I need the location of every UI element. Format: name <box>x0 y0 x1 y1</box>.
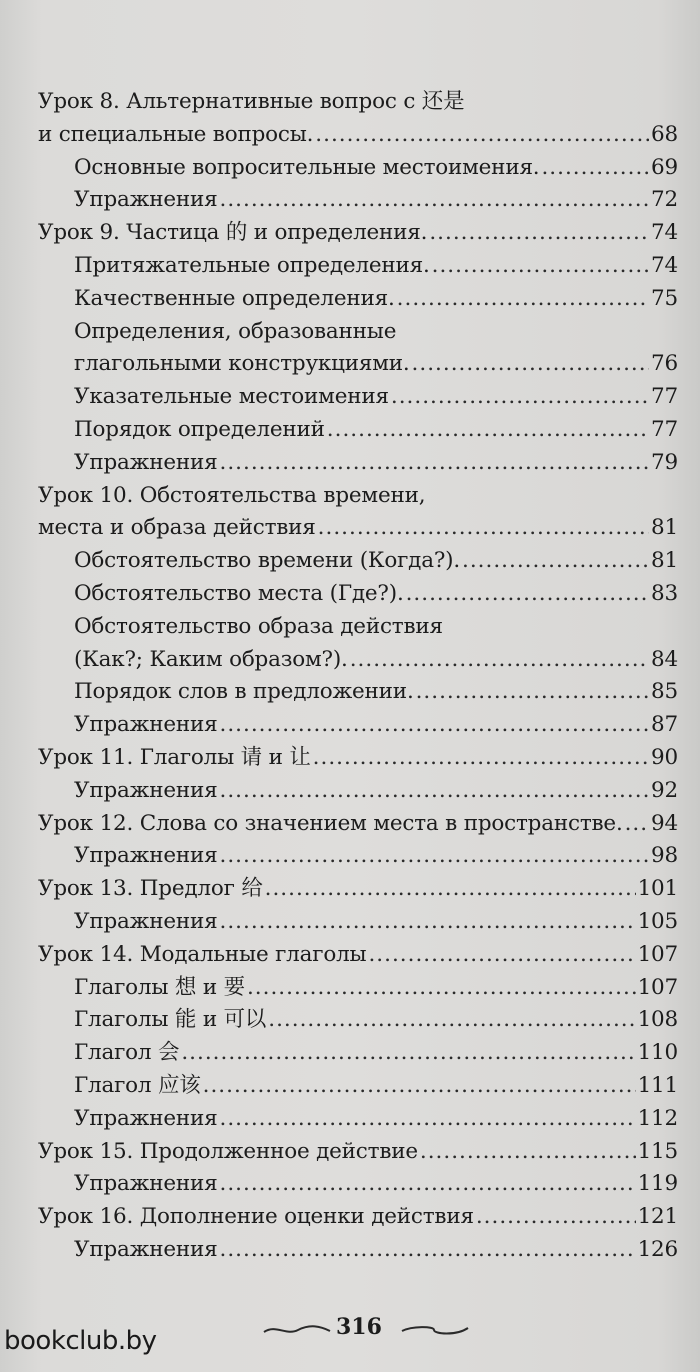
toc-entry-title: глагольными конструкциями. <box>74 351 410 377</box>
toc-entry-page: 72 <box>651 187 678 213</box>
dot-leader <box>429 217 649 250</box>
dot-leader <box>406 578 649 611</box>
toc-entry-title: Упражнения <box>74 187 218 213</box>
dot-leader <box>220 906 636 939</box>
toc-entry-page: 87 <box>651 712 678 738</box>
dot-leader <box>220 447 650 480</box>
toc-entry-page: 83 <box>651 580 678 606</box>
toc-entry-title: Урок 11. Глаголы 请 и 让 <box>38 744 311 770</box>
toc-entry <box>38 381 678 414</box>
toc-entry <box>38 676 678 709</box>
toc-entry-title: Указательные местоимения <box>74 384 389 410</box>
dot-leader <box>432 250 649 283</box>
toc-entry <box>38 1037 678 1070</box>
toc-entry <box>38 217 678 250</box>
toc-entry-page: 115 <box>637 1138 678 1164</box>
toc-entry-page: 112 <box>637 1105 678 1131</box>
dot-leader <box>247 972 636 1005</box>
toc-entry <box>38 348 678 381</box>
toc-entry <box>38 316 678 349</box>
dot-leader <box>220 1103 636 1136</box>
dot-leader <box>220 840 650 873</box>
toc-entry-page: 84 <box>651 646 678 672</box>
toc-entry <box>38 414 678 447</box>
toc-entry <box>38 709 678 742</box>
toc-entry-title: (Как?; Каким образом?). <box>74 646 348 672</box>
toc-entry <box>38 1103 678 1136</box>
toc-entry-page: 77 <box>651 384 678 410</box>
toc-entry-page: 107 <box>637 974 678 1000</box>
toc-entry-title: Урок 9. Частица 的 и определения. <box>38 220 428 246</box>
table-of-contents <box>38 86 678 1267</box>
toc-entry-title: Упражнения <box>74 449 218 475</box>
dot-leader <box>416 676 649 709</box>
toc-entry-page: 92 <box>651 777 678 803</box>
toc-entry-title: Упражнения <box>74 1171 218 1197</box>
swash-ornament-right-icon <box>400 1322 470 1338</box>
dot-leader <box>220 184 650 217</box>
toc-entry <box>38 447 678 480</box>
toc-entry-page: 81 <box>651 548 678 574</box>
toc-entry-page: 119 <box>637 1171 678 1197</box>
toc-entry-page: 68 <box>651 121 678 147</box>
dot-leader <box>327 414 649 447</box>
toc-entry <box>38 250 678 283</box>
toc-entry-page: 79 <box>651 449 678 475</box>
toc-entry-page: 121 <box>637 1204 678 1230</box>
toc-entry <box>38 1136 678 1169</box>
dot-leader <box>220 1168 636 1201</box>
toc-entry <box>38 86 678 119</box>
dot-leader <box>397 283 649 316</box>
toc-entry-title: Притяжательные определения. <box>74 252 430 278</box>
toc-entry-title: Упражнения <box>74 777 218 803</box>
toc-entry-title: Порядок слов в предложении. <box>74 679 414 705</box>
dot-leader <box>625 808 649 841</box>
toc-entry-title: и специальные вопросы. <box>38 121 314 147</box>
toc-entry <box>38 775 678 808</box>
toc-entry-title: Упражнения <box>74 1236 218 1262</box>
dot-leader <box>318 512 649 545</box>
toc-entry-page: 98 <box>651 843 678 869</box>
toc-entry-title: Урок 10. Обстоятельства времени, <box>38 482 426 508</box>
toc-entry-title: Упражнения <box>74 712 218 738</box>
toc-entry-page: 110 <box>637 1040 678 1066</box>
toc-entry <box>38 283 678 316</box>
toc-entry <box>38 545 678 578</box>
toc-entry-title: Урок 15. Продолженное действие <box>38 1138 418 1164</box>
toc-entry <box>38 1168 678 1201</box>
toc-entry-title: Порядок определений <box>74 416 325 442</box>
toc-entry-title: Урок 13. Предлог 给 <box>38 876 263 902</box>
toc-entry-title: Глагол 应该 <box>74 1072 201 1098</box>
toc-entry-title: Урок 8. Альтернативные вопрос с 还是 <box>38 89 465 114</box>
toc-entry-title: Упражнения <box>74 843 218 869</box>
dot-leader <box>420 1136 636 1169</box>
dot-leader <box>368 939 635 972</box>
dot-leader <box>476 1201 636 1234</box>
toc-entry-title: Урок 14. Модальные глаголы <box>38 941 367 967</box>
toc-entry-title: Глаголы 能 и 可以 <box>74 1007 267 1033</box>
dot-leader <box>391 381 649 414</box>
toc-entry-title: Определения, образованные <box>74 318 397 344</box>
toc-entry <box>38 1201 678 1234</box>
toc-entry-page: 74 <box>651 252 678 278</box>
toc-entry <box>38 1004 678 1037</box>
toc-entry <box>38 152 678 185</box>
toc-entry <box>38 906 678 939</box>
toc-entry-page: 126 <box>637 1236 678 1262</box>
toc-entry-page: 101 <box>637 876 678 902</box>
toc-entry-page: 74 <box>651 220 678 246</box>
toc-entry <box>38 611 678 644</box>
toc-entry <box>38 939 678 972</box>
page-number: 316 <box>336 1314 382 1340</box>
toc-entry <box>38 808 678 841</box>
swash-ornament-left-icon <box>262 1322 332 1338</box>
toc-entry-title: Качественные определения. <box>74 285 395 311</box>
toc-entry-title: Урок 12. Слова со значением места в пространстве. <box>38 810 623 836</box>
toc-entry-title: Упражнения <box>74 1105 218 1131</box>
toc-entry <box>38 1234 678 1267</box>
toc-entry-page: 77 <box>651 416 678 442</box>
dot-leader <box>181 1037 635 1070</box>
toc-entry <box>38 873 678 906</box>
toc-entry-page: 111 <box>637 1072 678 1098</box>
toc-entry-title: Обстоятельство места (Где?). <box>74 580 404 606</box>
toc-entry-title: Обстоятельство времени (Когда?). <box>74 548 460 574</box>
dot-leader <box>541 152 649 185</box>
dot-leader <box>268 1004 635 1037</box>
toc-entry-title: места и образа действия <box>38 515 316 541</box>
toc-entry <box>38 184 678 217</box>
dot-leader <box>350 644 649 677</box>
toc-entry-title: Глаголы 想 и 要 <box>74 974 245 1000</box>
toc-entry <box>38 742 678 775</box>
toc-entry-title: Упражнения <box>74 908 218 934</box>
toc-entry <box>38 578 678 611</box>
toc-entry-page: 85 <box>651 679 678 705</box>
toc-entry-page: 69 <box>651 154 678 180</box>
toc-entry-page: 105 <box>637 908 678 934</box>
toc-entry <box>38 644 678 677</box>
toc-entry-page: 90 <box>651 744 678 770</box>
toc-entry-title: Урок 16. Дополнение оценки действия <box>38 1204 474 1230</box>
toc-entry <box>38 480 678 513</box>
toc-entry-page: 107 <box>637 941 678 967</box>
toc-entry-title: Обстоятельство образа действия <box>74 613 443 639</box>
toc-entry <box>38 1070 678 1103</box>
dot-leader <box>220 1234 636 1267</box>
dot-leader <box>313 742 649 775</box>
dot-leader <box>462 545 649 578</box>
toc-entry-title: Глагол 会 <box>74 1040 180 1066</box>
toc-entry-page: 94 <box>651 810 678 836</box>
dot-leader <box>203 1070 636 1103</box>
dot-leader <box>220 775 650 808</box>
toc-entry <box>38 972 678 1005</box>
toc-entry <box>38 840 678 873</box>
toc-entry <box>38 119 678 152</box>
dot-leader <box>412 348 649 381</box>
toc-entry-page: 81 <box>651 515 678 541</box>
toc-entry-page: 108 <box>637 1007 678 1033</box>
dot-leader <box>315 119 649 152</box>
toc-entry-page: 75 <box>651 285 678 311</box>
dot-leader <box>265 873 636 906</box>
watermark-text: bookclub.by <box>4 1326 157 1356</box>
dot-leader <box>220 709 650 742</box>
toc-entry-title: Основные вопросительные местоимения. <box>74 154 540 180</box>
toc-entry-page: 76 <box>651 351 678 377</box>
toc-entry <box>38 512 678 545</box>
